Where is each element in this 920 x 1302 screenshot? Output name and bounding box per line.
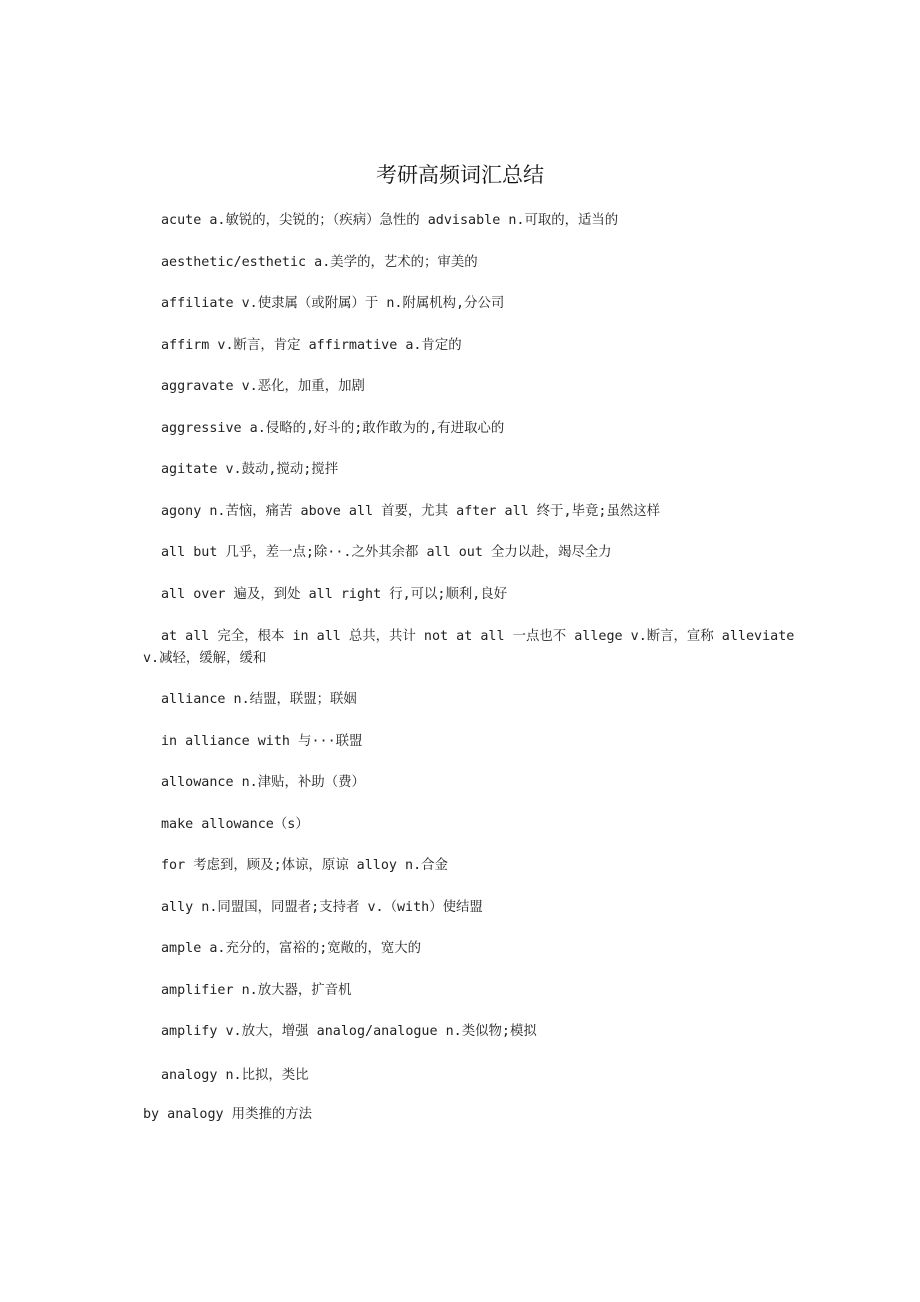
entry-line-continuation: v.减轻，缓解，缓和 xyxy=(143,651,267,666)
entry-line: agitate v.鼓动,搅动;搅拌 xyxy=(161,462,339,477)
entry-line: affiliate v.使隶属（或附属）于 n.附属机构,分公司 xyxy=(161,296,505,311)
entry-line: in alliance with 与···联盟 xyxy=(161,734,363,749)
entry-line: ally n.同盟国，同盟者;支持者 v.（with）使结盟 xyxy=(161,900,483,915)
entry-line: aggressive a.侵略的,好斗的;敢作敢为的,有进取心的 xyxy=(161,421,505,436)
entry-line: ample a.充分的，富裕的;宽敞的，宽大的 xyxy=(161,941,422,956)
entry-line: amplifier n.放大器，扩音机 xyxy=(161,983,352,998)
entry-line: aesthetic/esthetic a.美学的，艺术的；审美的 xyxy=(161,255,478,270)
entry-line: all over 遍及，到处 all right 行,可以;顺利,良好 xyxy=(161,587,508,602)
entry-line: affirm v.断言，肯定 affirmative a.肯定的 xyxy=(161,338,462,353)
entry-line: by analogy 用类推的方法 xyxy=(143,1107,313,1122)
entry-line: allowance n.津贴，补助（费） xyxy=(161,775,365,790)
entry-line: alliance n.结盟，联盟；联姻 xyxy=(161,692,357,707)
entry-line: analogy n.比拟，类比 xyxy=(161,1068,309,1083)
entry-line: amplify v.放大，增强 analog/analogue n.类似物;模拟 xyxy=(161,1024,537,1039)
document-title: 考研高频词汇总结 xyxy=(376,163,544,187)
entry-line: all but 几乎，差一点;除··.之外其余都 all out 全力以赴，竭尽全力 xyxy=(161,545,612,560)
entry-line: make allowance（s） xyxy=(161,817,309,832)
entry-line: for 考虑到，顾及;体谅，原谅 alloy n.合金 xyxy=(161,858,448,873)
entry-line: aggravate v.恶化，加重，加剧 xyxy=(161,379,365,394)
entry-line: at all 完全，根本 in all 总共，共计 not at all 一点也不 allege v.断言，宣称 alleviate xyxy=(161,629,795,644)
entry-line: agony n.苦恼，痛苦 above all 首要，尤其 after all 终于,毕竟;虽然这样 xyxy=(161,504,661,519)
entry-line: acute a.敏锐的，尖锐的；（疾病）急性的 advisable n.可取的，适当的 xyxy=(161,213,619,228)
